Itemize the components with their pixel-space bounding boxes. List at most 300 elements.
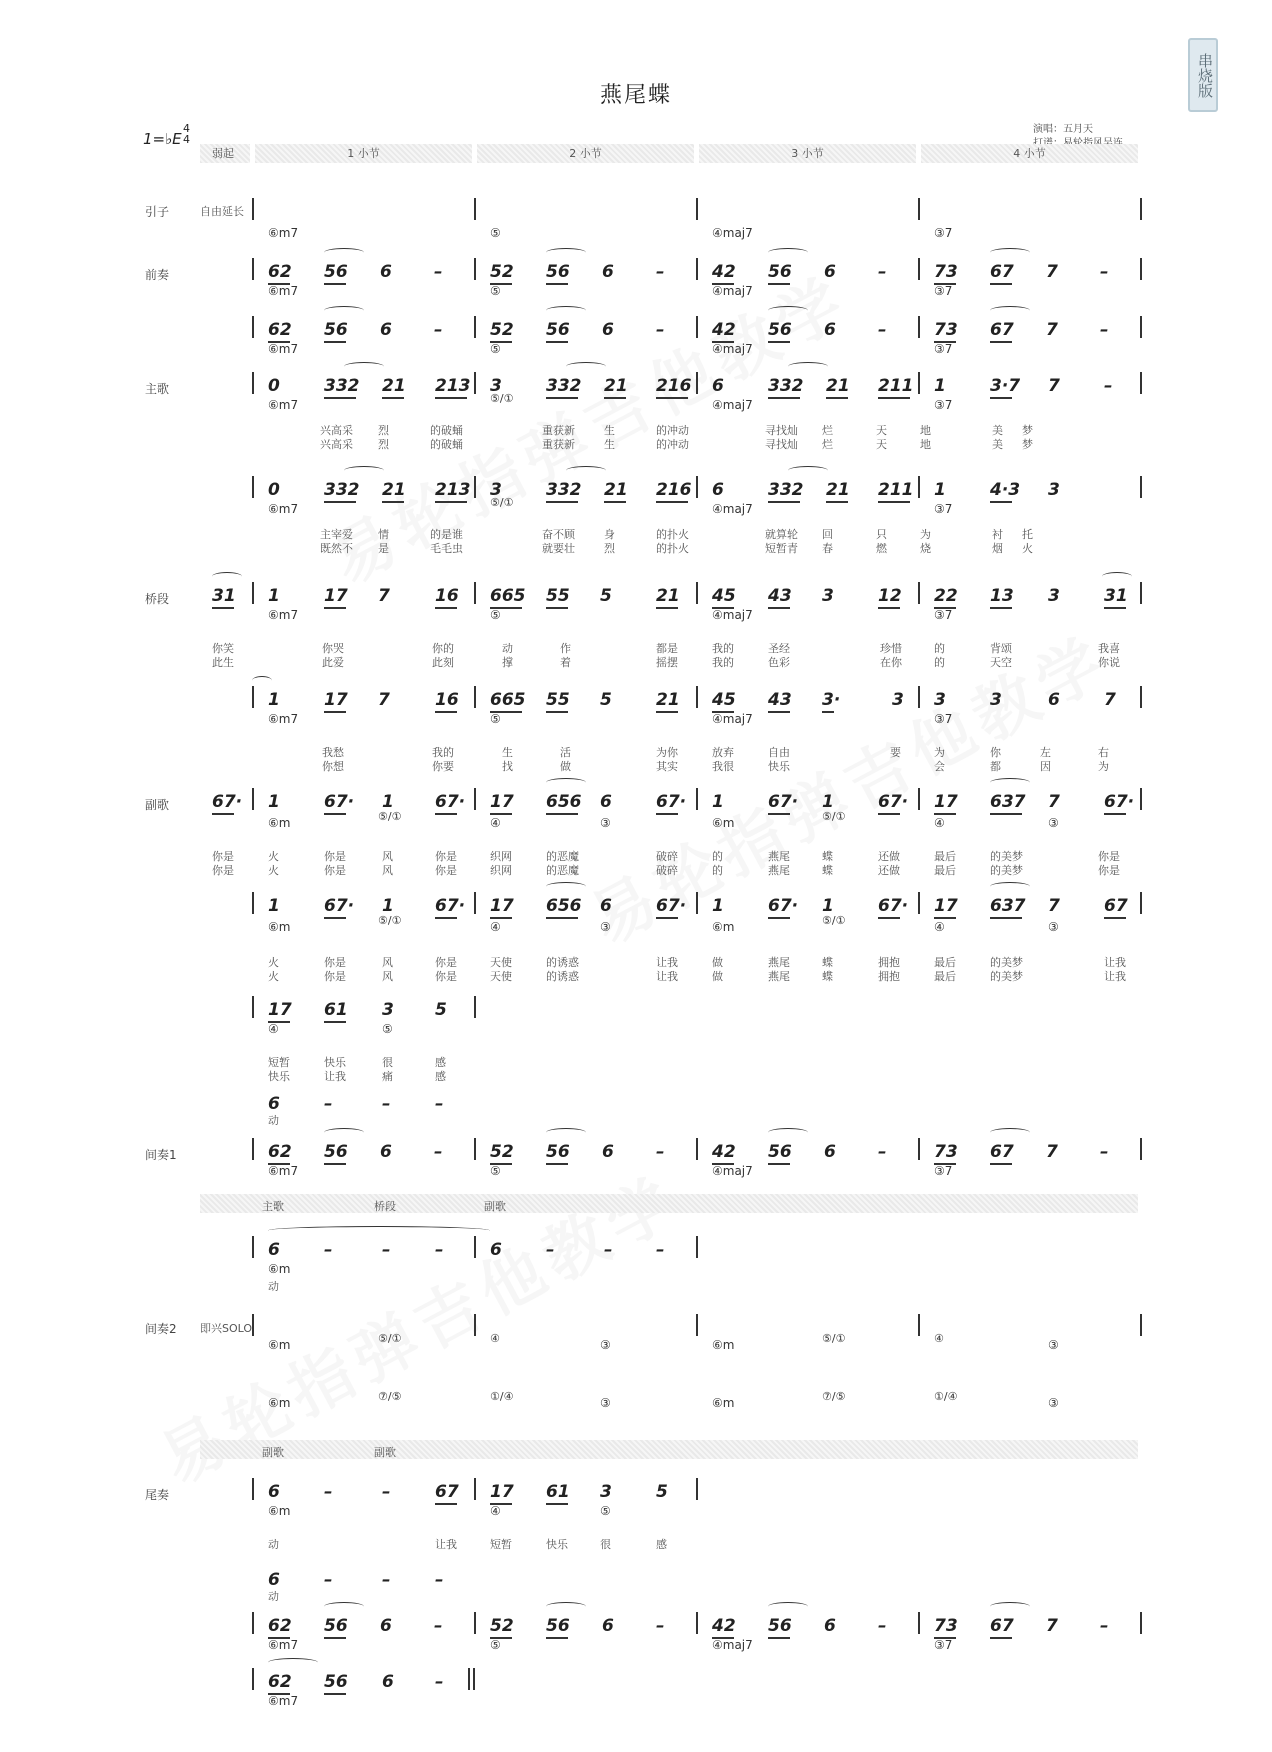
lyric: 生 bbox=[604, 438, 615, 451]
chord: ④maj7 bbox=[712, 1164, 753, 1178]
note: – bbox=[324, 1570, 333, 1590]
barline bbox=[252, 582, 254, 604]
note: 332 bbox=[324, 376, 360, 396]
barline bbox=[696, 1236, 698, 1258]
tie-arc bbox=[344, 466, 384, 475]
note: 332 bbox=[546, 480, 582, 500]
chord: ⑥m bbox=[268, 920, 291, 934]
note: 52 bbox=[490, 1142, 514, 1162]
chord: ④ bbox=[934, 1332, 944, 1345]
chord: ③7 bbox=[934, 1638, 953, 1652]
note: 637 bbox=[990, 896, 1026, 916]
note: 332 bbox=[768, 376, 804, 396]
chord: ⑥m7 bbox=[268, 1694, 299, 1708]
lyric: 蝶 bbox=[822, 850, 833, 863]
underline bbox=[768, 1637, 790, 1639]
chord: ⑤ bbox=[490, 1164, 501, 1178]
chord: ⑥m7 bbox=[268, 712, 299, 726]
barline bbox=[474, 1138, 476, 1160]
lyric: 找 bbox=[502, 760, 513, 773]
underline bbox=[324, 607, 346, 609]
barline bbox=[474, 372, 476, 394]
barline bbox=[474, 1612, 476, 1634]
note: 6 bbox=[602, 1616, 614, 1636]
lyric: 你是 bbox=[435, 864, 457, 877]
note: 332 bbox=[324, 480, 360, 500]
barline bbox=[252, 892, 254, 914]
barline bbox=[252, 1612, 254, 1634]
note: 1 bbox=[934, 376, 946, 396]
note: 1 bbox=[822, 792, 834, 812]
barline bbox=[252, 1668, 254, 1690]
underline bbox=[990, 501, 1012, 503]
barline bbox=[696, 788, 698, 810]
barline bbox=[918, 372, 920, 394]
medley-header bbox=[200, 1194, 1138, 1213]
chord: ⑥m7 bbox=[268, 1164, 299, 1178]
chord: ⑥m bbox=[268, 1262, 291, 1276]
lyric: 快乐 bbox=[546, 1538, 568, 1551]
underline bbox=[546, 917, 578, 919]
lyric: 既然不 bbox=[320, 542, 353, 555]
barline bbox=[468, 1668, 470, 1690]
lyric: 做 bbox=[712, 970, 723, 983]
tie-arc bbox=[566, 362, 606, 371]
lyric: 是 bbox=[378, 542, 389, 555]
note: 6 bbox=[268, 1240, 280, 1260]
note: 6 bbox=[712, 480, 724, 500]
note: 21 bbox=[656, 690, 680, 710]
lyric: 美 bbox=[992, 424, 1003, 437]
tie-arc bbox=[252, 676, 272, 685]
chord: ④maj7 bbox=[712, 608, 753, 622]
lyric: 活 bbox=[560, 746, 571, 759]
barline bbox=[474, 1236, 476, 1258]
barline bbox=[474, 476, 476, 498]
tie-arc bbox=[768, 1602, 808, 1611]
lyric: 都 bbox=[990, 760, 1001, 773]
chord: ③ bbox=[1048, 920, 1059, 934]
lyric: 毛毛虫 bbox=[430, 542, 463, 555]
lyric: 动 bbox=[268, 1280, 279, 1293]
note: 12 bbox=[878, 586, 902, 606]
lyric: 的 bbox=[712, 864, 723, 877]
note: 16 bbox=[435, 586, 459, 606]
lyric: 蝶 bbox=[822, 970, 833, 983]
note: 3 bbox=[382, 1000, 394, 1020]
tie-arc bbox=[768, 1128, 808, 1137]
chord: ④ bbox=[934, 920, 945, 934]
barline bbox=[696, 1612, 698, 1634]
lyric: 就要壮 bbox=[542, 542, 575, 555]
chord: ⑤ bbox=[600, 1504, 611, 1518]
barline bbox=[1140, 372, 1142, 394]
chord: ⑥m7 bbox=[268, 502, 299, 516]
note: 45 bbox=[712, 690, 736, 710]
tie-arc bbox=[324, 1128, 364, 1137]
barline bbox=[918, 1314, 920, 1336]
lyric: 为你 bbox=[656, 746, 678, 759]
lyric: 你笑 bbox=[212, 642, 234, 655]
note: – bbox=[434, 262, 443, 282]
barline bbox=[252, 686, 254, 708]
lyric: 你是 bbox=[1098, 864, 1120, 877]
underline bbox=[546, 1163, 568, 1165]
note: 1 bbox=[268, 896, 280, 916]
chord: ④maj7 bbox=[712, 226, 753, 240]
note: 52 bbox=[490, 262, 514, 282]
lyric: 的是谁 bbox=[430, 528, 463, 541]
note: 62 bbox=[268, 1672, 292, 1692]
lyric: 色彩 bbox=[768, 656, 790, 669]
lyric: 的破蛹 bbox=[430, 424, 463, 437]
note: – bbox=[324, 1240, 333, 1260]
lyric: 燕尾 bbox=[768, 956, 790, 969]
tie-arc bbox=[990, 882, 1030, 891]
chord: ③ bbox=[600, 920, 611, 934]
lyric: 我愁 bbox=[322, 746, 344, 759]
underline bbox=[990, 607, 1012, 609]
solo-label: 即兴SOLO bbox=[200, 1322, 253, 1335]
note: 6 bbox=[824, 1616, 836, 1636]
lyric: 为 bbox=[920, 528, 931, 541]
tie-arc bbox=[788, 466, 828, 475]
tie-arc bbox=[566, 466, 606, 475]
chord: ⑤ bbox=[490, 608, 501, 622]
lyric: 只 bbox=[876, 528, 887, 541]
barline bbox=[474, 892, 476, 914]
lyric: 快乐 bbox=[324, 1056, 346, 1069]
chord: ⑤ bbox=[490, 226, 501, 240]
medley-header bbox=[200, 1440, 1138, 1459]
chord: ③7 bbox=[934, 284, 953, 298]
lyric: 的冲动 bbox=[656, 438, 689, 451]
lyric: 风 bbox=[382, 850, 393, 863]
barline bbox=[696, 1314, 698, 1336]
underline bbox=[768, 283, 790, 285]
lyric: 动 bbox=[502, 642, 513, 655]
lyric: 最后 bbox=[934, 850, 956, 863]
lyric: 背颂 bbox=[990, 642, 1012, 655]
barline bbox=[918, 1138, 920, 1160]
lyric: 火 bbox=[268, 864, 279, 877]
lyric: 美 bbox=[992, 438, 1003, 451]
barline bbox=[918, 686, 920, 708]
note: 6 bbox=[268, 1570, 280, 1590]
note: 17 bbox=[934, 792, 958, 812]
chord: ①/④ bbox=[490, 1390, 514, 1403]
note: 55 bbox=[546, 690, 570, 710]
chord: ④maj7 bbox=[712, 712, 753, 726]
lyric: 珍惜 bbox=[880, 642, 902, 655]
chord: ⑤/① bbox=[378, 810, 402, 823]
note: 1 bbox=[712, 792, 724, 812]
section-bridge: 桥段 bbox=[145, 592, 170, 606]
underline bbox=[878, 501, 910, 503]
chord: ③ bbox=[600, 816, 611, 830]
tie-arc bbox=[344, 362, 384, 371]
underline bbox=[1104, 607, 1126, 609]
underline bbox=[768, 813, 790, 815]
underline bbox=[435, 813, 457, 815]
note: – bbox=[604, 1240, 613, 1260]
underline bbox=[878, 397, 910, 399]
underline bbox=[990, 1163, 1012, 1165]
section-interlude2: 间奏2 bbox=[145, 1322, 177, 1336]
lyric: 你哭 bbox=[322, 642, 344, 655]
underline bbox=[546, 397, 578, 399]
tie-arc bbox=[546, 248, 586, 257]
lyric: 你的 bbox=[432, 642, 454, 655]
chord: ③ bbox=[600, 1338, 611, 1352]
chord: ①/④ bbox=[934, 1390, 958, 1403]
chord: ⑥m7 bbox=[268, 284, 299, 298]
note: – bbox=[324, 1482, 333, 1502]
lyric: 要 bbox=[890, 746, 901, 759]
note: 67· bbox=[435, 896, 466, 916]
underline bbox=[546, 813, 578, 815]
underline bbox=[878, 607, 900, 609]
chord: ③ bbox=[1048, 1396, 1059, 1410]
chord: ⑤ bbox=[382, 1022, 393, 1036]
underline bbox=[990, 1637, 1012, 1639]
lyric: 重获新 bbox=[542, 424, 575, 437]
barline bbox=[918, 198, 920, 220]
note: – bbox=[546, 1240, 555, 1260]
note: 67· bbox=[212, 792, 243, 812]
note: 52 bbox=[490, 320, 514, 340]
underline bbox=[324, 813, 346, 815]
note: 7 bbox=[1046, 262, 1058, 282]
lyric: 风 bbox=[382, 956, 393, 969]
note: 7 bbox=[1046, 1142, 1058, 1162]
note: 3 bbox=[490, 376, 502, 396]
chord: ⑥m bbox=[268, 1338, 291, 1352]
note: – bbox=[435, 1240, 444, 1260]
lyric: 着 bbox=[560, 656, 571, 669]
note: 4·3 bbox=[990, 480, 1021, 500]
lyric: 很 bbox=[382, 1056, 393, 1069]
note: 21 bbox=[604, 480, 628, 500]
lyric: 天使 bbox=[490, 956, 512, 969]
note: 1 bbox=[382, 792, 394, 812]
barline bbox=[1140, 686, 1142, 708]
lyric: 放弃 bbox=[712, 746, 734, 759]
underline bbox=[382, 501, 404, 503]
lyric: 让我 bbox=[435, 1538, 457, 1551]
note: – bbox=[656, 1240, 665, 1260]
note: 7 bbox=[1104, 690, 1116, 710]
chord: ⑥m7 bbox=[268, 608, 299, 622]
chord: ⑥m bbox=[268, 1396, 291, 1410]
barline bbox=[1140, 1612, 1142, 1634]
barline bbox=[696, 258, 698, 280]
lyric: 拥抱 bbox=[878, 956, 900, 969]
tie-arc bbox=[788, 362, 828, 371]
lyric: 短暂 bbox=[490, 1538, 512, 1551]
note: 6 bbox=[380, 262, 392, 282]
chord: ④maj7 bbox=[712, 342, 753, 356]
underline bbox=[435, 501, 467, 503]
lyric: 我的 bbox=[432, 746, 454, 759]
barline bbox=[1140, 1314, 1142, 1336]
note: 213 bbox=[435, 480, 471, 500]
lyric: 蝶 bbox=[822, 956, 833, 969]
note: – bbox=[656, 1616, 665, 1636]
underline bbox=[212, 813, 234, 815]
note: 3 bbox=[990, 690, 1002, 710]
lyric: 火 bbox=[268, 850, 279, 863]
lyric: 感 bbox=[435, 1070, 446, 1083]
lyric: 烈 bbox=[378, 438, 389, 451]
note: 5 bbox=[600, 690, 612, 710]
lyric: 生 bbox=[502, 746, 513, 759]
lyric: 的扑火 bbox=[656, 528, 689, 541]
chord: ⑤/① bbox=[378, 1332, 402, 1345]
barline bbox=[474, 316, 476, 338]
underline bbox=[1104, 813, 1126, 815]
lyric: 就算轮 bbox=[765, 528, 798, 541]
note: 21 bbox=[656, 586, 680, 606]
note: 73 bbox=[934, 320, 958, 340]
lyric: 寻找灿 bbox=[765, 424, 798, 437]
note: 62 bbox=[268, 320, 292, 340]
lyric: 因 bbox=[1040, 760, 1051, 773]
underline bbox=[546, 1503, 568, 1505]
chord: ④maj7 bbox=[712, 502, 753, 516]
note: 332 bbox=[768, 480, 804, 500]
underline bbox=[656, 397, 688, 399]
note: 16 bbox=[435, 690, 459, 710]
lyric: 快乐 bbox=[768, 760, 790, 773]
lyric: 让我 bbox=[324, 1070, 346, 1083]
note: 13 bbox=[990, 586, 1014, 606]
time-signature: 4 4 bbox=[183, 122, 190, 146]
note: 56 bbox=[324, 320, 348, 340]
chord: ③7 bbox=[934, 502, 953, 516]
underline bbox=[546, 1637, 568, 1639]
barline bbox=[474, 996, 476, 1018]
note: 21 bbox=[382, 480, 406, 500]
underline bbox=[826, 397, 848, 399]
note: – bbox=[656, 320, 665, 340]
chord: ③7 bbox=[934, 398, 953, 412]
lyric: 让我 bbox=[656, 956, 678, 969]
lyric: 短暂青 bbox=[765, 542, 798, 555]
note: 56 bbox=[546, 1616, 570, 1636]
barline bbox=[474, 258, 476, 280]
tie-arc bbox=[546, 1602, 586, 1611]
barline bbox=[1140, 788, 1142, 810]
barline bbox=[918, 316, 920, 338]
underline bbox=[934, 917, 956, 919]
note: 17 bbox=[490, 792, 514, 812]
lyric: 兴高采 bbox=[320, 438, 353, 451]
note: 665 bbox=[490, 690, 526, 710]
lyric: 的冲动 bbox=[656, 424, 689, 437]
barline bbox=[474, 582, 476, 604]
note: 3 bbox=[1048, 586, 1060, 606]
note: 56 bbox=[546, 262, 570, 282]
lyric: 让我 bbox=[1104, 956, 1126, 969]
underline bbox=[768, 341, 790, 343]
lyric: 兴高采 bbox=[320, 424, 353, 437]
barline bbox=[1140, 1138, 1142, 1160]
key-signature: 1=♭E bbox=[143, 130, 182, 148]
medley-label: 副歌 bbox=[262, 1446, 284, 1459]
barline bbox=[696, 686, 698, 708]
underline bbox=[656, 813, 678, 815]
note: 7 bbox=[1046, 320, 1058, 340]
lyric: 做 bbox=[560, 760, 571, 773]
barline bbox=[252, 996, 254, 1018]
chord: ④ bbox=[490, 1332, 500, 1345]
lyric: 天使 bbox=[490, 970, 512, 983]
chord: ⑥m7 bbox=[268, 226, 299, 240]
note: 6 bbox=[602, 1142, 614, 1162]
barline bbox=[918, 892, 920, 914]
lyric: 地 bbox=[920, 424, 931, 437]
barline bbox=[252, 258, 254, 280]
note: 62 bbox=[268, 1142, 292, 1162]
lyric: 的恶魔 bbox=[546, 864, 579, 877]
underline bbox=[768, 607, 790, 609]
lyric: 你说 bbox=[1098, 656, 1120, 669]
lyric: 作 bbox=[560, 642, 571, 655]
note: – bbox=[434, 1616, 443, 1636]
chord: ③7 bbox=[934, 226, 953, 240]
chord: ④maj7 bbox=[712, 398, 753, 412]
note: 21 bbox=[826, 376, 850, 396]
lyric: 为 bbox=[934, 746, 945, 759]
note: 56 bbox=[324, 1672, 348, 1692]
underline bbox=[546, 711, 568, 713]
lyric: 风 bbox=[382, 864, 393, 877]
chord: ⑥m7 bbox=[268, 342, 299, 356]
underline bbox=[324, 341, 346, 343]
note: 6 bbox=[382, 1672, 394, 1692]
underline bbox=[324, 501, 356, 503]
underline bbox=[990, 813, 1022, 815]
chord: ⑥m7 bbox=[268, 398, 299, 412]
note: 211 bbox=[878, 480, 914, 500]
note: 17 bbox=[934, 896, 958, 916]
lyric: 让我 bbox=[656, 970, 678, 983]
lyric: 风 bbox=[382, 970, 393, 983]
barline bbox=[696, 372, 698, 394]
note: – bbox=[435, 1570, 444, 1590]
note: – bbox=[382, 1482, 391, 1502]
chord: ⑤/① bbox=[822, 810, 846, 823]
lyric: 短暂 bbox=[268, 1056, 290, 1069]
tie-arc bbox=[768, 248, 808, 257]
chord: ⑥m bbox=[268, 1504, 291, 1518]
note: 73 bbox=[934, 262, 958, 282]
note: 67 bbox=[990, 262, 1014, 282]
lyric: 动 bbox=[268, 1114, 279, 1127]
lyric: 天空 bbox=[990, 656, 1012, 669]
barline bbox=[252, 198, 254, 220]
barline bbox=[1140, 258, 1142, 280]
chord: ③7 bbox=[934, 712, 953, 726]
note: 7 bbox=[378, 586, 390, 606]
note: 56 bbox=[324, 1142, 348, 1162]
lyric: 让我 bbox=[1104, 970, 1126, 983]
note: 17 bbox=[490, 896, 514, 916]
note: 332 bbox=[546, 376, 582, 396]
section-prelude: 前奏 bbox=[145, 268, 170, 282]
note: – bbox=[1100, 320, 1109, 340]
